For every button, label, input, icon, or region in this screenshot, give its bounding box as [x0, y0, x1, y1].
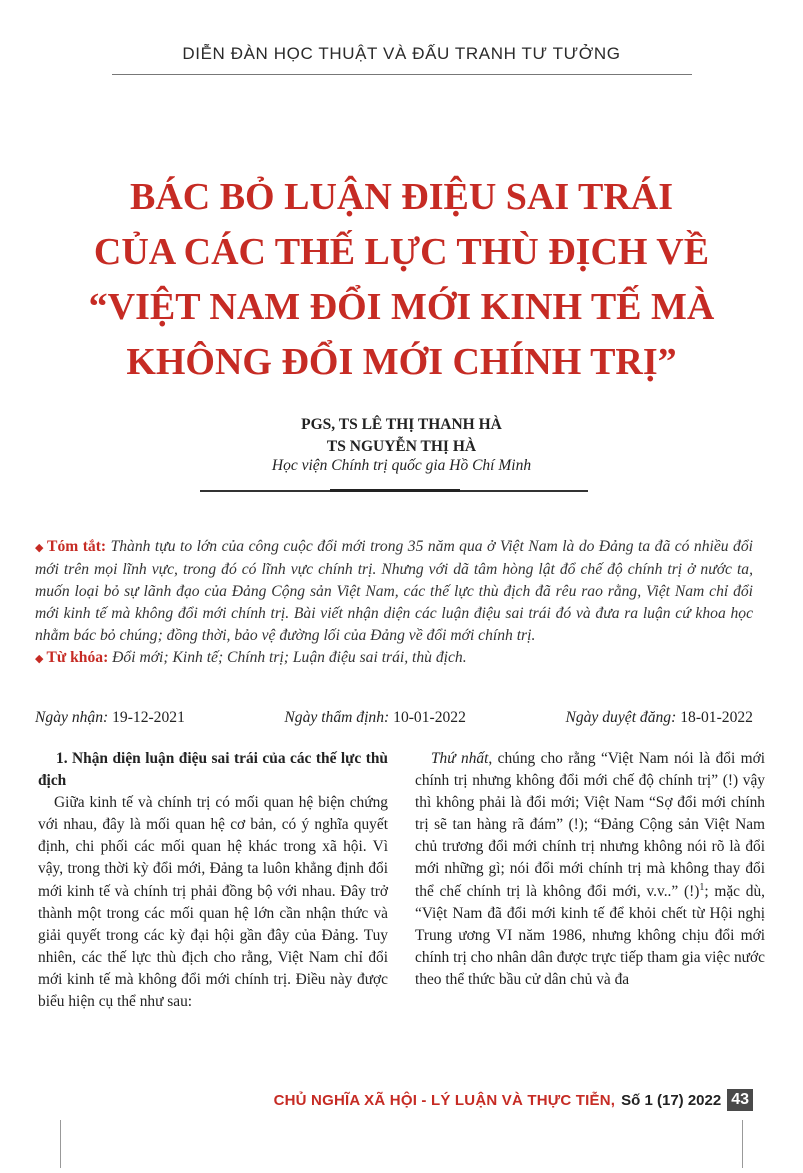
diamond-bullet-icon: ◆ [35, 653, 44, 665]
abstract-text: Thành tựu to lớn của công cuộc đổi mới trong 35 năm qua ở Việt Nam là do Đảng ta đã có nhiều đổi mới trên mọi lĩnh vực, trong đó có lĩnh vực chính trị. Nhưng với dã tâm hòng lật đổ chế độ chính trị ở nước ta, muốn loại bỏ sự lãnh đạo của Đảng Cộng sản Việt Nam, các thế lực thù địch đã rêu rao rằng, Việt Nam chỉ đổi mới kinh tế mà không đổi mới chính trị. Bài viết nhận diện các luận điệu sai trái đó và đưa ra luận cứ khoa học nhằm bác bỏ chúng; đồng thời, bảo vệ đường lối của Đảng về đổi mới chính trị. [35, 538, 753, 644]
footnote-marker: 1 [699, 881, 705, 893]
emphasis-lead: Thứ nhất [431, 750, 489, 767]
date-received-value: 19-12-2021 [112, 709, 185, 726]
author-affiliation: Học viện Chính trị quốc gia Hồ Chí Minh [271, 457, 532, 474]
keywords-label-text: Từ khóa: [46, 649, 109, 666]
date-received [35, 709, 185, 727]
page-footer [274, 1089, 753, 1111]
title-line: CỦA CÁC THẾ LỰC THÙ ĐỊCH VỀ [93, 231, 710, 273]
issue-number: Số 1 (17) 2022 [621, 1091, 722, 1109]
body-paragraph: Giữa kinh tế và chính trị có mối quan hệ biện chứng với nhau, đây là mối quan hệ cơ bản, có ý nghĩa quyết định, chi phối các mối quan hệ khác trong xã hội. Vì vậy, trong thời kỳ đổi mới, Đảng ta luôn khẳng định đổi mới kinh tế và chính trị phải đồng bộ với nhau. Đây trở thành một trong các mối quan hệ lớn cần nhận thức và giải quyết trong các kỳ đại hội gần đây của Đảng. Tuy nhiên, các thế lực thù địch cho rằng, Việt Nam chỉ đổi mới kinh tế mà không đổi mới chính trị. Điều này được biểu hiện cụ thể như sau: [38, 794, 388, 1011]
crop-mark [60, 1120, 61, 1168]
abstract-block [35, 536, 753, 670]
abstract-label-text: Tóm tắt: [47, 538, 107, 555]
header-rule [112, 74, 692, 75]
title-line: BÁC BỎ LUẬN ĐIỆU SAI TRÁI [129, 176, 674, 218]
date-reviewed [284, 709, 466, 727]
author-name: PGS, TS LÊ THỊ THANH HÀ [301, 416, 502, 433]
date-reviewed-value: 10-01-2022 [393, 709, 466, 726]
crop-mark [742, 1120, 743, 1168]
date-approved-value: 18-01-2022 [680, 709, 753, 726]
body-text: ; mặc dù, “Việt Nam đã đổi mới kinh tế để khỏi chết từ Hội nghị Trung ương VI năm 1986, nhưng không chịu đổi mới chính trị cho nhân dân được trực tiếp tham gia việc nước theo thể thức bầu cử dân chủ và đa [415, 882, 765, 988]
keywords-paragraph [35, 647, 753, 670]
date-received-label: Ngày nhận: [35, 709, 109, 726]
article-title [40, 170, 763, 390]
running-header: DIỄN ĐÀN HỌC THUẬT VÀ ĐẤU TRANH TƯ TƯỞNG [182, 44, 621, 63]
title-line: “VIỆT NAM ĐỔI MỚI KINH TẾ MÀ [88, 286, 715, 328]
keywords-label [35, 649, 108, 666]
body-paragraph [415, 748, 765, 991]
abstract-paragraph [35, 536, 753, 647]
body-column-right [415, 748, 765, 991]
body-text: , chúng cho rằng “Việt Nam nói là đổi mới chính trị nhưng không đổi mới chế độ chính trị” (!) vậy thì không phải là đổi mới; Việt Nam “Sợ đổi mới chính trị sẽ tan hàng rã đám” (!); “Đảng Cộng sản Việt Nam chủ trương đổi mới chính trị nhưng không nói rõ là đổi mới những gì; nói đổi mới chính trị mà không thay đổi thể chế chính trị là không đổi mới, v.v..” (!) [415, 750, 766, 900]
body-column-left [38, 748, 388, 1013]
author-name: TS NGUYỄN THỊ HÀ [326, 438, 477, 455]
date-reviewed-label: Ngày thẩm định: [284, 709, 390, 726]
author-list [0, 414, 803, 458]
keywords-text: Đổi mới; Kinh tế; Chính trị; Luận điệu sai trái, thù địch. [112, 649, 467, 666]
journal-name: CHỦ NGHĨA XÃ HỘI - LÝ LUẬN VÀ THỰC TIỄN, [273, 1091, 616, 1109]
section-heading: 1. Nhận diện luận điệu sai trái của các thế lực thù địch [38, 750, 388, 790]
diamond-bullet-icon: ◆ [35, 542, 45, 554]
divider-rule [200, 490, 588, 492]
article-dates [35, 709, 753, 727]
page-number: 43 [727, 1089, 753, 1111]
abstract-label [35, 538, 106, 555]
title-line: KHÔNG ĐỔI MỚI CHÍNH TRỊ” [126, 341, 677, 383]
date-approved-label: Ngày duyệt đăng: [565, 709, 677, 726]
date-approved [565, 709, 753, 727]
